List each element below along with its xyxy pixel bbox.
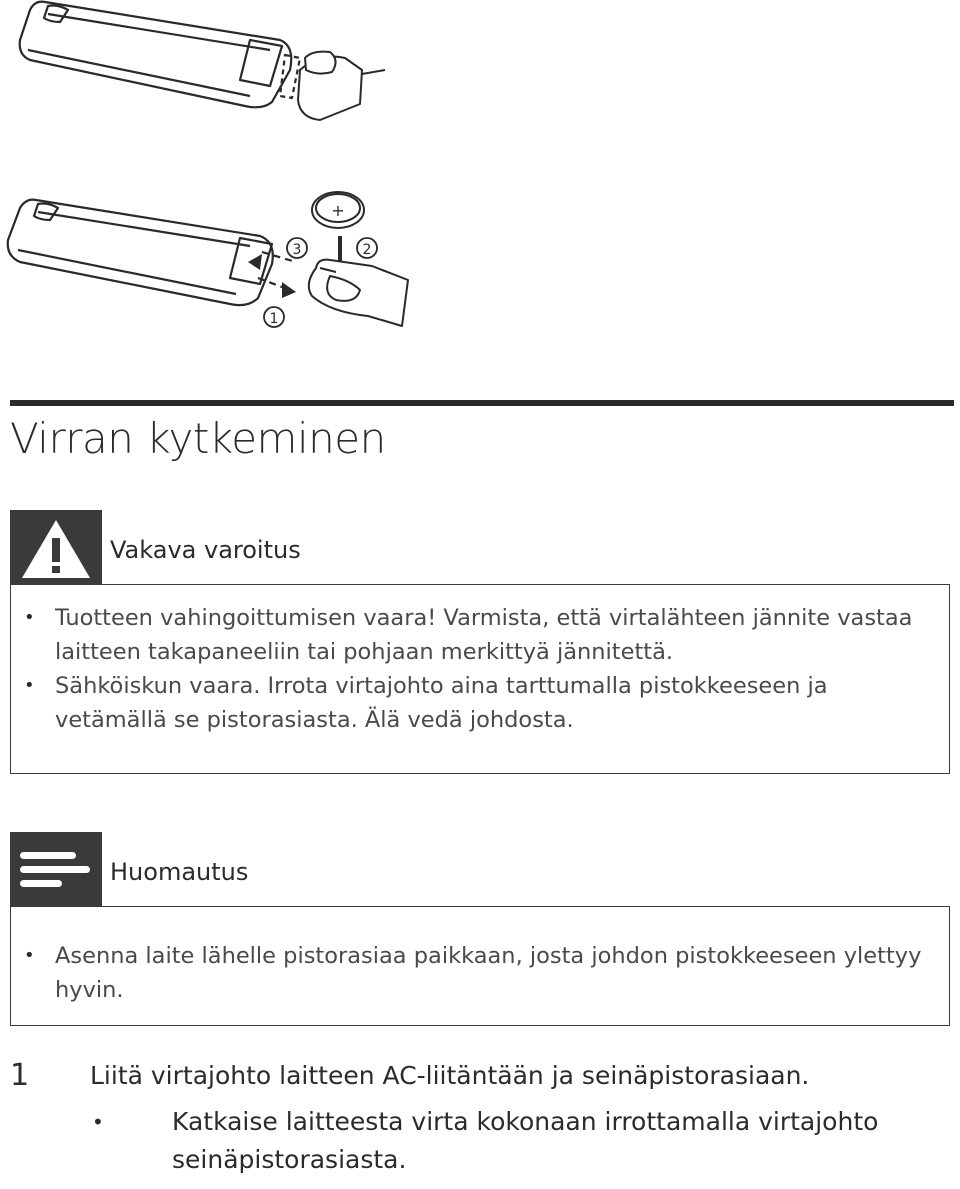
note-icon-box: [10, 832, 102, 906]
note-lines-icon: [10, 832, 102, 906]
warning-item: • Tuotteen vahingoittumisen vaara! Varmista, että virtalähteen jännite vastaa laitteen takapaneeliin tai pohjaan merkittyä jännitettä.: [11, 601, 935, 669]
step-sub-item: • Katkaise laitteesta virta kokonaan irrottamalla virtajohto seinäpistorasiasta.: [90, 1103, 950, 1179]
remote-control-top-drawing: [20, 2, 300, 108]
step-sub-list: [90, 1103, 950, 1179]
warning-triangle-icon: [10, 510, 102, 584]
callout-1-label: 1: [269, 311, 279, 327]
callout-3-label: 3: [292, 242, 302, 258]
note-item: • Asenna laite lähelle pistorasiaa paikkaan, josta johdon pistokkeeseen ylettyy hyvin.: [11, 939, 935, 1007]
remote-control-bottom-drawing: [8, 200, 296, 305]
note-list: [11, 939, 935, 1007]
note-label: Huomautus: [110, 858, 249, 886]
section-title: Virran kytkeminen: [10, 414, 386, 463]
warning-list: [11, 601, 935, 737]
warning-icon-box: [10, 510, 102, 584]
note-panel: [10, 906, 950, 1026]
step-number: 1: [10, 1058, 30, 1093]
warning-panel: [10, 584, 950, 774]
warning-item: • Sähköiskun vaara. Irrota virtajohto aina tarttumalla pistokkeeseen ja vetämällä se pistorasiasta. Älä vedä johdosta.: [11, 669, 935, 737]
battery-drawing: [312, 192, 364, 228]
remote-battery-illustration: [0, 0, 960, 360]
battery-plus-symbol: +: [331, 201, 345, 220]
step-text: Liitä virtajohto laitteen AC-liitäntään ja seinäpistorasiaan.: [90, 1061, 810, 1090]
warning-label: Vakava varoitus: [110, 536, 301, 564]
hand-drawing: [298, 52, 385, 120]
section-divider: [10, 400, 954, 406]
callout-2-label: 2: [362, 242, 372, 258]
battery-holder-drawing: [309, 260, 408, 326]
